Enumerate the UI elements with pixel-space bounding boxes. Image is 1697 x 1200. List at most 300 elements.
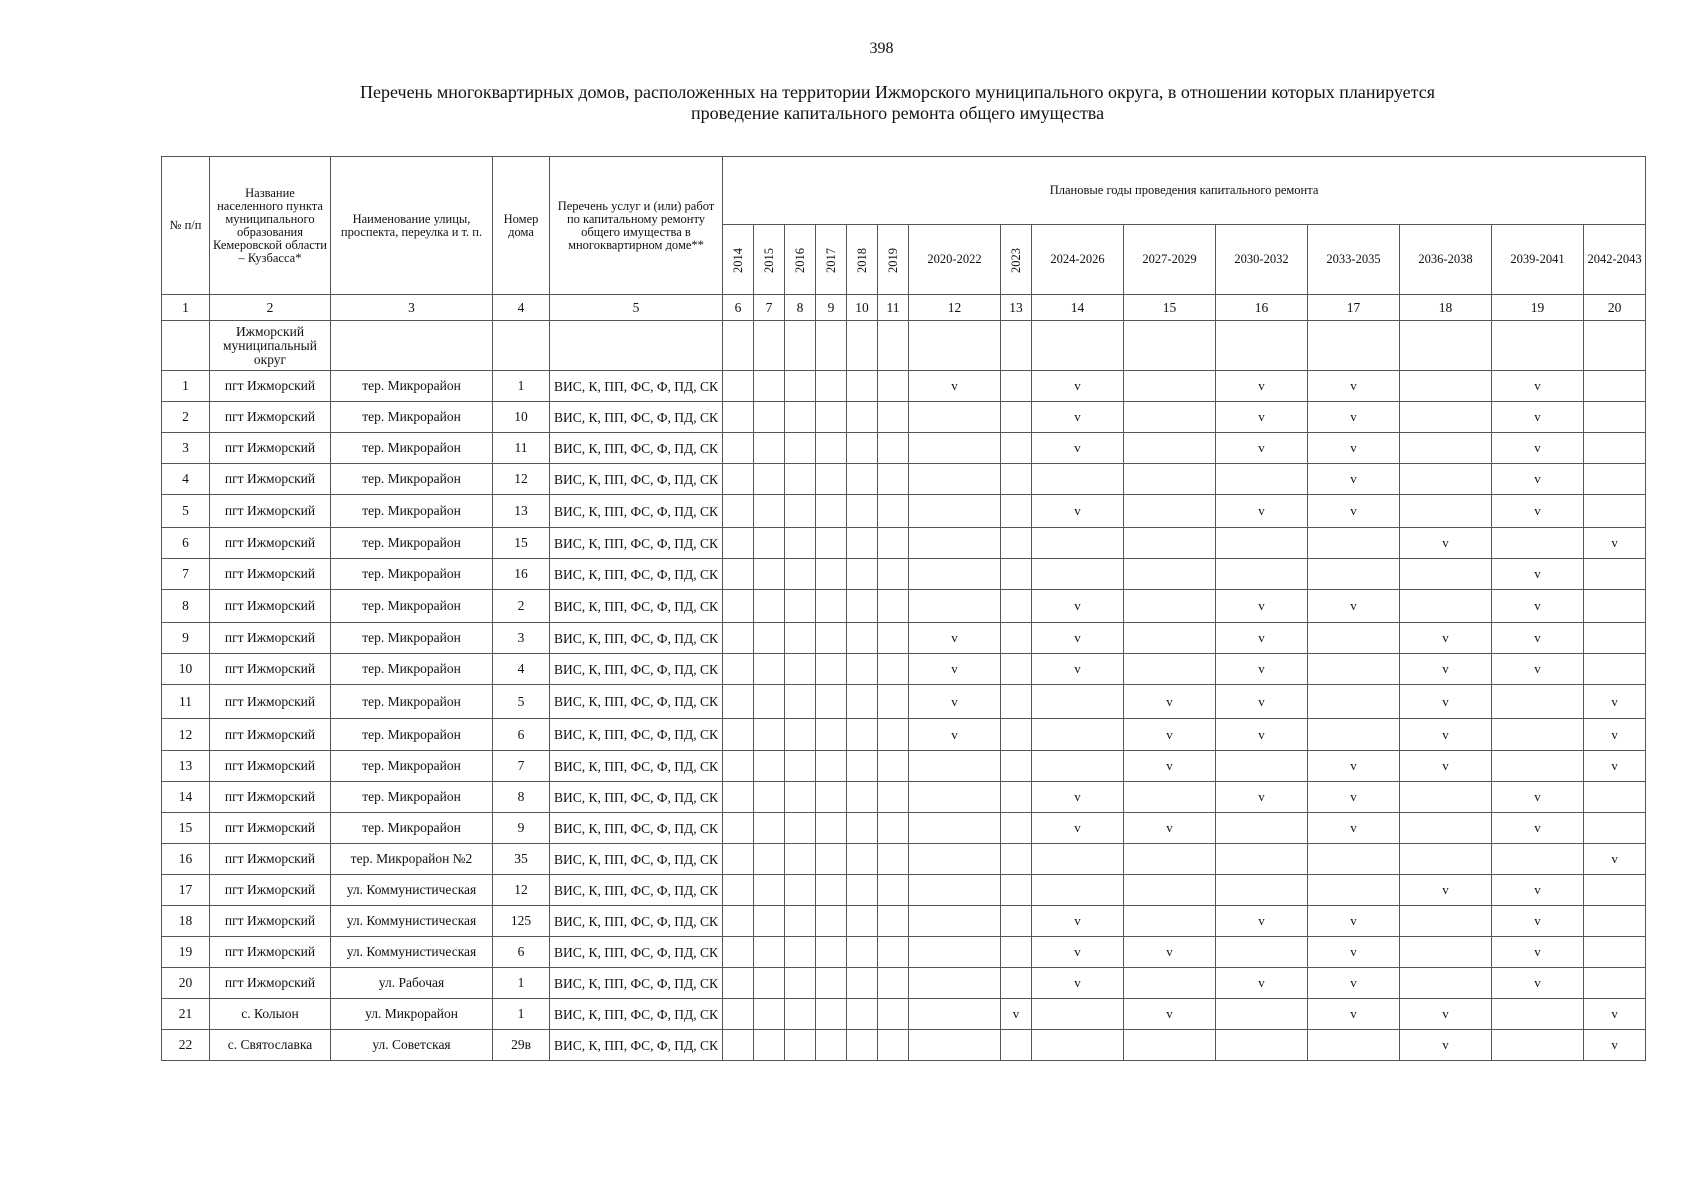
year-mark-cell [878,402,909,433]
house-number: 1 [493,371,550,402]
works-list: ВИС, К, ПП, ФС, Ф, ПД, СК [550,495,723,528]
year-mark-cell: v [1492,654,1584,685]
municipality-empty-cell [816,321,847,371]
year-mark-cell [816,719,847,751]
column-number: 1 [162,295,210,321]
table-row [162,844,1646,875]
year-mark-cell [816,906,847,937]
column-number: 12 [909,295,1001,321]
year-mark-cell [1400,559,1492,590]
row-number: 21 [162,999,210,1030]
municipality-empty-cell [723,321,754,371]
settlement-name: пгт Ижморский [210,528,331,559]
year-mark-cell [1400,371,1492,402]
year-mark-cell [1492,844,1584,875]
municipality-empty-cell [847,321,878,371]
year-mark-cell [785,528,816,559]
column-number-row [162,295,1646,321]
year-mark-cell [816,654,847,685]
year-mark-cell [1124,906,1216,937]
year-mark-cell: v [1308,782,1400,813]
year-mark-cell: v [1400,999,1492,1030]
street-name: тер. Микрорайон [331,559,493,590]
year-mark-cell [847,528,878,559]
year-mark-cell: v [1584,1030,1646,1061]
year-mark-cell [1308,875,1400,906]
year-mark-cell [909,875,1001,906]
year-mark-cell [878,906,909,937]
year-mark-cell [785,875,816,906]
year-mark-cell: v [1400,719,1492,751]
works-list: ВИС, К, ПП, ФС, Ф, ПД, СК [550,402,723,433]
year-mark-cell [878,433,909,464]
municipality-empty-cell [878,321,909,371]
year-mark-cell [785,937,816,968]
house-number: 10 [493,402,550,433]
year-mark-cell: v [909,685,1001,719]
year-mark-cell [847,875,878,906]
year-mark-cell [785,623,816,654]
year-mark-cell [1584,495,1646,528]
house-number: 12 [493,875,550,906]
year-mark-cell [723,528,754,559]
header-year [1001,225,1032,295]
year-mark-cell [816,433,847,464]
year-mark-cell [785,719,816,751]
year-mark-cell: v [1216,623,1308,654]
year-mark-cell: v [1216,719,1308,751]
row-number: 8 [162,590,210,623]
row-number: 22 [162,1030,210,1061]
street-name: тер. Микрорайон [331,590,493,623]
year-mark-cell [1001,464,1032,495]
column-number: 8 [785,295,816,321]
year-mark-cell [1216,751,1308,782]
street-name: ул. Коммунистическая [331,937,493,968]
table-row [162,623,1646,654]
table-row [162,559,1646,590]
year-mark-cell [1032,844,1124,875]
settlement-name: пгт Ижморский [210,906,331,937]
year-mark-cell: v [1584,528,1646,559]
row-number: 7 [162,559,210,590]
row-number: 1 [162,371,210,402]
year-mark-cell [754,782,785,813]
settlement-name: пгт Ижморский [210,590,331,623]
year-mark-cell [723,464,754,495]
municipality-empty-cell [550,321,723,371]
year-mark-cell [816,464,847,495]
street-name: тер. Микрорайон [331,464,493,495]
year-mark-cell: v [1308,495,1400,528]
works-list: ВИС, К, ПП, ФС, Ф, ПД, СК [550,559,723,590]
year-mark-cell [1584,371,1646,402]
year-mark-cell: v [1032,623,1124,654]
settlement-name: пгт Ижморский [210,782,331,813]
year-mark-cell [1492,1030,1584,1061]
document-title-text: Перечень многоквартирных домов, расположенных на территории Ижморского муниципального округа, в отношении которых планируется проведение капитального ремонта общего имущества [359,82,1435,123]
year-mark-cell [1001,751,1032,782]
year-mark-cell [878,654,909,685]
house-number: 125 [493,906,550,937]
header-years-group: Плановые годы проведения капитального ремонта [723,157,1646,225]
table-body [162,371,1646,1061]
year-mark-cell: v [1492,590,1584,623]
year-mark-cell [847,559,878,590]
year-mark-cell [785,654,816,685]
year-mark-cell [785,590,816,623]
year-mark-cell [878,813,909,844]
year-mark-cell [847,464,878,495]
year-mark-cell [785,371,816,402]
settlement-name: пгт Ижморский [210,623,331,654]
header-row-1 [162,157,1646,225]
year-mark-cell [1584,402,1646,433]
year-mark-cell [1001,968,1032,999]
year-mark-cell [847,751,878,782]
year-mark-cell [1216,1030,1308,1061]
year-mark-cell: v [1492,813,1584,844]
year-mark-cell [1001,937,1032,968]
year-mark-cell [723,402,754,433]
year-mark-cell [1001,623,1032,654]
year-mark-cell [1308,844,1400,875]
street-name: ул. Коммунистическая [331,875,493,906]
works-list: ВИС, К, ПП, ФС, Ф, ПД, СК [550,433,723,464]
year-mark-cell [847,719,878,751]
works-list: ВИС, К, ПП, ФС, Ф, ПД, СК [550,464,723,495]
year-mark-cell: v [1032,906,1124,937]
works-list: ВИС, К, ПП, ФС, Ф, ПД, СК [550,782,723,813]
row-number: 4 [162,464,210,495]
header-num: № п/п [162,157,210,295]
header-year: 2027-2029 [1124,225,1216,295]
works-list: ВИС, К, ПП, ФС, Ф, ПД, СК [550,528,723,559]
header-year-label: 2023 [1008,247,1023,273]
year-mark-cell [754,937,785,968]
year-mark-cell [1216,999,1308,1030]
year-mark-cell [1001,654,1032,685]
year-mark-cell [785,433,816,464]
street-name: тер. Микрорайон [331,719,493,751]
header-year [847,225,878,295]
year-mark-cell: v [909,623,1001,654]
year-mark-cell [878,528,909,559]
street-name: тер. Микрорайон [331,495,493,528]
column-number: 9 [816,295,847,321]
header-year [754,225,785,295]
year-mark-cell [1001,1030,1032,1061]
year-mark-cell [1216,875,1308,906]
year-mark-cell: v [1032,371,1124,402]
year-mark-cell [878,719,909,751]
year-mark-cell [723,433,754,464]
header-year-label: 2016 [792,247,807,273]
year-mark-cell: v [1492,906,1584,937]
year-mark-cell [754,654,785,685]
document-title [0,82,1697,124]
column-number: 19 [1492,295,1584,321]
year-mark-cell [754,719,785,751]
year-mark-cell: v [909,371,1001,402]
year-mark-cell [816,844,847,875]
year-mark-cell [1124,623,1216,654]
table-row [162,685,1646,719]
year-mark-cell [878,751,909,782]
header-house: Номер дома [493,157,550,295]
year-mark-cell [1001,590,1032,623]
year-mark-cell: v [1584,751,1646,782]
works-list: ВИС, К, ПП, ФС, Ф, ПД, СК [550,906,723,937]
year-mark-cell [785,782,816,813]
year-mark-cell [909,937,1001,968]
year-mark-cell: v [1308,999,1400,1030]
year-mark-cell: v [1032,937,1124,968]
year-mark-cell [1001,719,1032,751]
year-mark-cell: v [1124,999,1216,1030]
year-mark-cell [785,751,816,782]
year-mark-cell: v [1216,782,1308,813]
house-number: 12 [493,464,550,495]
year-mark-cell [723,685,754,719]
year-mark-cell: v [1400,875,1492,906]
row-number: 17 [162,875,210,906]
year-mark-cell [847,1030,878,1061]
year-mark-cell [754,999,785,1030]
year-mark-cell [1216,813,1308,844]
year-mark-cell [1001,402,1032,433]
year-mark-cell: v [1584,844,1646,875]
works-list: ВИС, К, ПП, ФС, Ф, ПД, СК [550,751,723,782]
year-mark-cell: v [1032,590,1124,623]
year-mark-cell: v [1492,782,1584,813]
year-mark-cell [909,782,1001,813]
year-mark-cell: v [1216,654,1308,685]
house-number: 13 [493,495,550,528]
municipality-empty-cell [1584,321,1646,371]
year-mark-cell [754,906,785,937]
year-mark-cell [909,559,1001,590]
header-year-label: 2014 [730,247,745,273]
municipality-empty-cell [1124,321,1216,371]
year-mark-cell: v [1032,402,1124,433]
municipality-empty-cell [754,321,785,371]
header-year: 2036-2038 [1400,225,1492,295]
year-mark-cell [1001,813,1032,844]
year-mark-cell [878,371,909,402]
street-name: ул. Рабочая [331,968,493,999]
year-mark-cell [723,719,754,751]
settlement-name: с. Святославка [210,1030,331,1061]
street-name: тер. Микрорайон [331,751,493,782]
year-mark-cell: v [1492,495,1584,528]
year-mark-cell: v [1216,590,1308,623]
works-list: ВИС, К, ПП, ФС, Ф, ПД, СК [550,590,723,623]
year-mark-cell [878,875,909,906]
year-mark-cell [1001,433,1032,464]
column-number: 7 [754,295,785,321]
header-year-label: 2018 [854,247,869,273]
municipality-row [162,321,1646,371]
row-number: 13 [162,751,210,782]
year-mark-cell [909,844,1001,875]
year-mark-cell [1584,654,1646,685]
year-mark-cell [909,590,1001,623]
year-mark-cell [878,1030,909,1061]
year-mark-cell [878,464,909,495]
column-number: 18 [1400,295,1492,321]
year-mark-cell: v [1584,685,1646,719]
settlement-name: пгт Ижморский [210,968,331,999]
year-mark-cell [1492,685,1584,719]
year-mark-cell [1400,590,1492,623]
settlement-name: пгт Ижморский [210,685,331,719]
year-mark-cell [1400,937,1492,968]
year-mark-cell: v [1400,751,1492,782]
year-mark-cell [878,623,909,654]
table-row [162,1030,1646,1061]
row-number: 14 [162,782,210,813]
column-number: 17 [1308,295,1400,321]
year-mark-cell [1032,685,1124,719]
year-mark-cell: v [1492,623,1584,654]
municipality-empty-cell [1216,321,1308,371]
header-works: Перечень услуг и (или) работ по капитальному ремонту общего имущества в многоквартирном доме** [550,157,723,295]
repair-schedule-table [161,156,1646,1061]
settlement-name: пгт Ижморский [210,402,331,433]
year-mark-cell: v [1308,590,1400,623]
year-mark-cell [878,590,909,623]
year-mark-cell [723,875,754,906]
year-mark-cell [909,906,1001,937]
year-mark-cell [909,528,1001,559]
year-mark-cell [1124,464,1216,495]
municipality-empty-cell [493,321,550,371]
works-list: ВИС, К, ПП, ФС, Ф, ПД, СК [550,968,723,999]
header-year: 2030-2032 [1216,225,1308,295]
year-mark-cell: v [1400,528,1492,559]
year-mark-cell [1032,559,1124,590]
year-mark-cell [1124,371,1216,402]
table-row [162,937,1646,968]
works-list: ВИС, К, ПП, ФС, Ф, ПД, СК [550,813,723,844]
year-mark-cell: v [1216,402,1308,433]
year-mark-cell [816,685,847,719]
year-mark-cell: v [1032,968,1124,999]
year-mark-cell [1584,782,1646,813]
column-number: 10 [847,295,878,321]
year-mark-cell [816,559,847,590]
year-mark-cell [847,623,878,654]
year-mark-cell [754,813,785,844]
works-list: ВИС, К, ПП, ФС, Ф, ПД, СК [550,371,723,402]
year-mark-cell [1400,402,1492,433]
year-mark-cell [816,968,847,999]
settlement-name: пгт Ижморский [210,719,331,751]
year-mark-cell [1001,371,1032,402]
header-year: 2033-2035 [1308,225,1400,295]
year-mark-cell [1400,906,1492,937]
works-list: ВИС, К, ПП, ФС, Ф, ПД, СК [550,685,723,719]
street-name: тер. Микрорайон [331,685,493,719]
table-row [162,528,1646,559]
year-mark-cell [1032,751,1124,782]
year-mark-cell [1124,528,1216,559]
house-number: 8 [493,782,550,813]
year-mark-cell [1216,937,1308,968]
year-mark-cell [1124,782,1216,813]
table-row [162,402,1646,433]
year-mark-cell [1584,623,1646,654]
year-mark-cell [754,464,785,495]
municipality-empty-cell [1308,321,1400,371]
row-number: 6 [162,528,210,559]
year-mark-cell: v [1308,968,1400,999]
row-number: 20 [162,968,210,999]
column-number: 6 [723,295,754,321]
column-number: 13 [1001,295,1032,321]
year-mark-cell [1492,751,1584,782]
year-mark-cell [1584,590,1646,623]
table-row [162,590,1646,623]
year-mark-cell [878,999,909,1030]
year-mark-cell [723,654,754,685]
year-mark-cell [847,906,878,937]
header-street: Наименование улицы, проспекта, переулка и т. п. [331,157,493,295]
year-mark-cell [785,844,816,875]
year-mark-cell: v [1308,433,1400,464]
year-mark-cell [1124,1030,1216,1061]
year-mark-cell [816,751,847,782]
municipality-empty-cell [331,321,493,371]
year-mark-cell [1308,685,1400,719]
year-mark-cell [723,495,754,528]
works-list: ВИС, К, ПП, ФС, Ф, ПД, СК [550,623,723,654]
house-number: 6 [493,937,550,968]
row-number: 11 [162,685,210,719]
year-mark-cell: v [1492,402,1584,433]
year-mark-cell [1584,875,1646,906]
year-mark-cell [1400,495,1492,528]
year-mark-cell [723,623,754,654]
table-row [162,433,1646,464]
column-number: 2 [210,295,331,321]
year-mark-cell [816,402,847,433]
table-row [162,654,1646,685]
house-number: 16 [493,559,550,590]
year-mark-cell: v [1216,968,1308,999]
year-mark-cell [909,968,1001,999]
year-mark-cell [1032,1030,1124,1061]
row-number: 18 [162,906,210,937]
year-mark-cell [1308,654,1400,685]
header-year [816,225,847,295]
table-row [162,464,1646,495]
works-list: ВИС, К, ПП, ФС, Ф, ПД, СК [550,1030,723,1061]
column-number: 16 [1216,295,1308,321]
year-mark-cell [754,433,785,464]
column-number: 5 [550,295,723,321]
year-mark-cell [1001,782,1032,813]
works-list: ВИС, К, ПП, ФС, Ф, ПД, СК [550,654,723,685]
year-mark-cell: v [1216,433,1308,464]
year-mark-cell [1124,654,1216,685]
year-mark-cell [754,495,785,528]
year-mark-cell [723,371,754,402]
year-mark-cell [1032,464,1124,495]
year-mark-cell [723,590,754,623]
year-mark-cell [1216,844,1308,875]
